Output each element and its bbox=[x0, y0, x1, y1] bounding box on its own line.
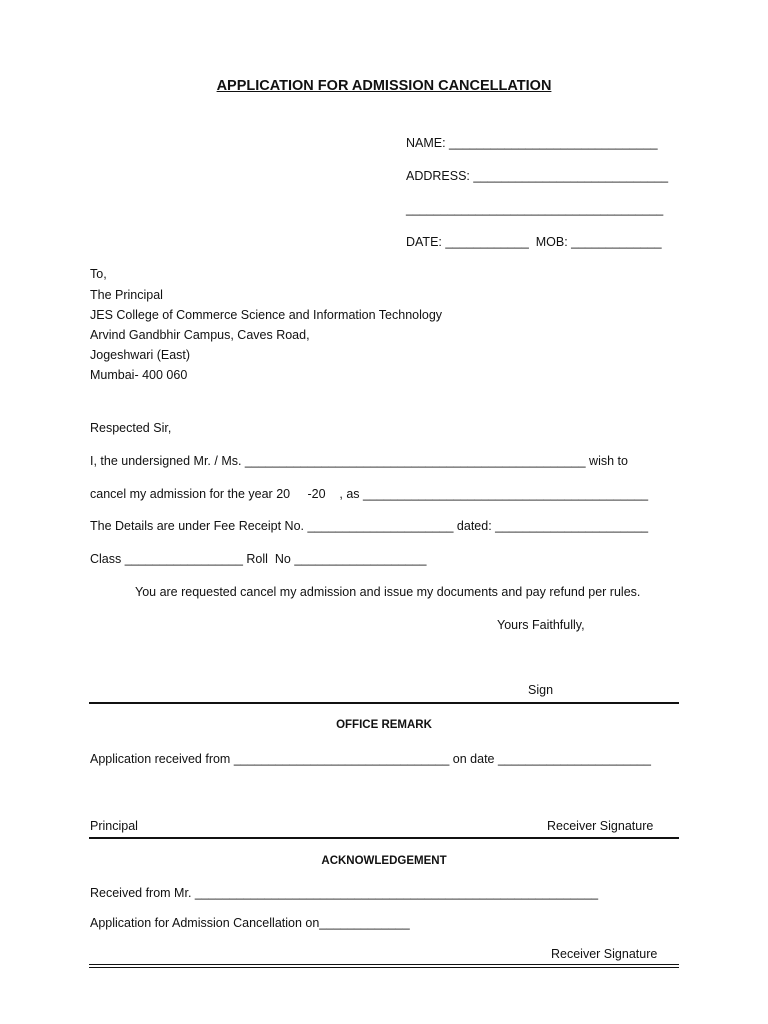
sign-label: Sign bbox=[528, 683, 554, 697]
address-field-line-2: _____________________________________ bbox=[406, 202, 664, 216]
date-mob-field-line: DATE: ____________ MOB: _____________ bbox=[406, 235, 662, 249]
form-title-text: APPLICATION FOR ADMISSION CANCELLATION bbox=[216, 78, 552, 94]
closing: Yours Faithfully, bbox=[497, 618, 585, 632]
body-line-4: Class _________________ Roll No ___________________ bbox=[90, 552, 427, 566]
salutation: Respected Sir, bbox=[90, 421, 172, 435]
office-received-line: Application received from _______________________________ on date ______________________ bbox=[90, 752, 651, 766]
bottom-rule-2 bbox=[89, 967, 679, 968]
recipient-line-2: JES College of Commerce Science and Information Technology bbox=[90, 308, 443, 322]
recipient-line-1: The Principal bbox=[90, 288, 163, 302]
request-line: You are requested cancel my admission and issue my documents and pay refund per rules. bbox=[135, 585, 641, 599]
principal-label: Principal bbox=[90, 819, 138, 833]
body-line-3: The Details are under Fee Receipt No. _____________________ dated: ______________________ bbox=[90, 519, 649, 533]
body-line-2: cancel my admission for the year 20 -20 , as _________________________________________ bbox=[90, 487, 649, 501]
recipient-to: To, bbox=[90, 267, 107, 281]
divider-office-remark bbox=[89, 702, 679, 704]
form-title bbox=[0, 78, 768, 94]
name-field-line: NAME: ______________________________ bbox=[406, 136, 658, 150]
ack-application-line: Application for Admission Cancellation on_____________ bbox=[90, 916, 410, 930]
address-field-line: ADDRESS: ____________________________ bbox=[406, 169, 669, 183]
ack-receiver-signature: Receiver Signature bbox=[551, 947, 658, 961]
recipient-line-3: Arvind Gandbhir Campus, Caves Road, bbox=[90, 328, 310, 342]
recipient-line-5: Mumbai- 400 060 bbox=[90, 368, 188, 382]
body-line-1: I, the undersigned Mr. / Ms. _________________________________________________ wish to bbox=[90, 454, 628, 468]
bottom-rule-1 bbox=[89, 964, 679, 965]
recipient-line-4: Jogeshwari (East) bbox=[90, 348, 191, 362]
office-receiver-signature: Receiver Signature bbox=[547, 819, 654, 833]
divider-acknowledgement bbox=[89, 837, 679, 839]
office-remark-heading: OFFICE REMARK bbox=[336, 719, 432, 731]
acknowledgement-heading: ACKNOWLEDGEMENT bbox=[321, 855, 447, 867]
ack-received-from-line: Received from Mr. __________________________________________________________ bbox=[90, 886, 599, 900]
